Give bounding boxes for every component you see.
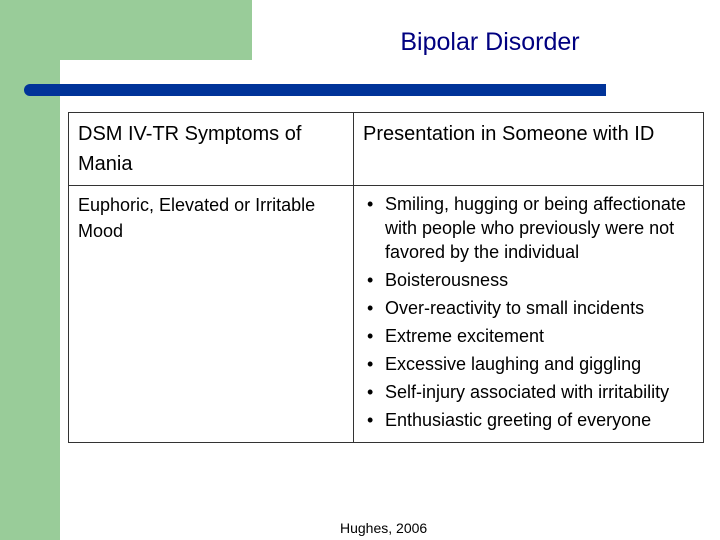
symptom-table [68,112,704,443]
source-citation: Hughes, 2006 [340,520,428,536]
decorative-green-sidebar [0,60,60,540]
title-underline-bar [24,84,606,96]
list-item: • Boisterousness [385,268,694,292]
list-item: • Self-injury associated with irritability [385,380,694,404]
list-item: • Extreme excitement [385,324,694,348]
list-item: • Enthusiastic greeting of everyone [385,408,694,432]
list-item: • Smiling, hugging or being affectionate with people who previously were not favored by the individual [385,192,694,264]
symptom-cell: Euphoric, Elevated or Irritable Mood [69,186,354,443]
table-row [69,186,704,443]
presentation-cell [354,186,704,443]
list-item: • Excessive laughing and giggling [385,352,694,376]
slide-title: Bipolar Disorder [400,28,580,56]
presentation-list [363,192,694,432]
list-item: • Over-reactivity to small incidents [385,296,694,320]
header-dsm-symptoms: DSM IV-TR Symptoms of Mania [69,113,354,186]
table-header-row [69,113,704,186]
decorative-green-block [0,0,252,60]
header-presentation: Presentation in Someone with ID [354,113,704,186]
